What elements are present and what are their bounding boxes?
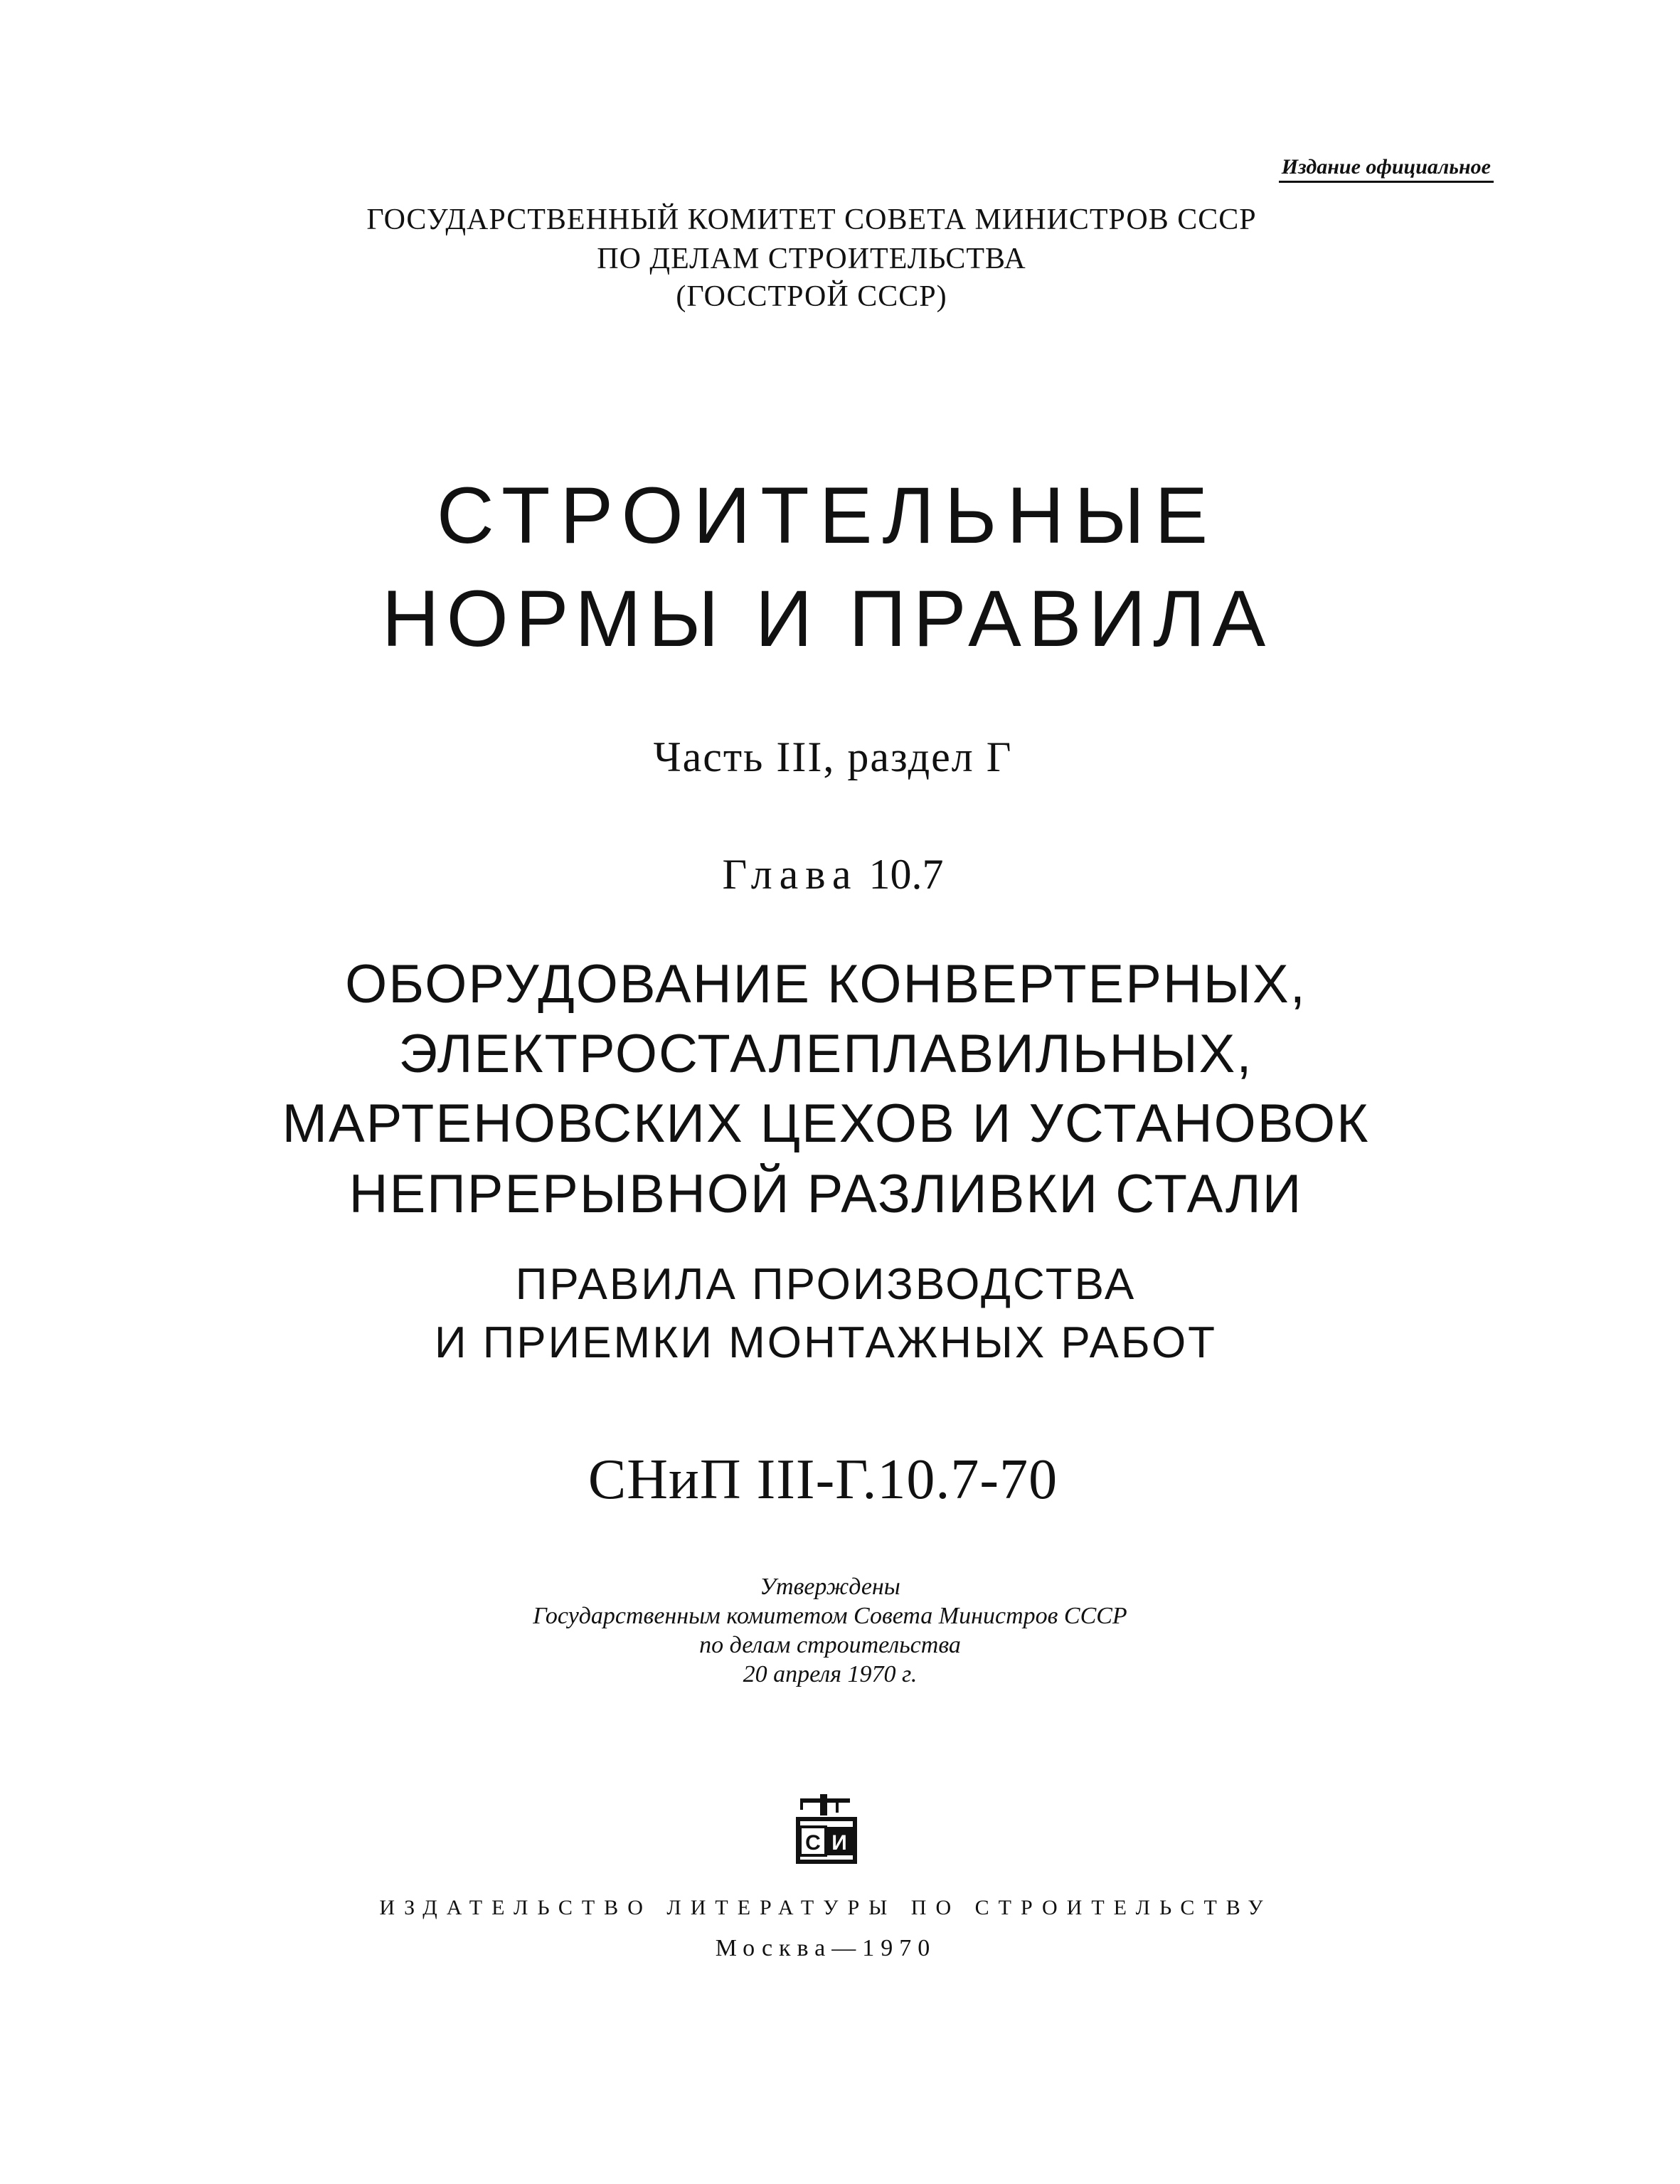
official-edition-label: Издание официальное [1279, 155, 1494, 183]
part-section: Часть III, раздел Г [653, 733, 1013, 780]
publisher-name: ИЗДАТЕЛЬСТВО ЛИТЕРАТУРЫ ПО СТРОИТЕЛЬСТВУ [379, 1896, 1272, 1919]
subject-line-1: ОБОРУДОВАНИЕ КОНВЕРТЕРНЫХ, [345, 954, 1307, 1014]
approval-line-2: Государственным комитетом Совета Министров СССР [533, 1603, 1127, 1629]
subject-line-2: ЭЛЕКТРОСТАЛЕПЛАВИЛЬНЫХ, [398, 1024, 1253, 1084]
committee-line-1: ГОСУДАРСТВЕННЫЙ КОМИТЕТ СОВЕТА МИНИСТРОВ СССР [366, 203, 1257, 236]
svg-text:И: И [831, 1831, 847, 1855]
approval-line-3: по делам строительства [699, 1632, 961, 1658]
chapter-heading [0, 850, 1673, 899]
committee-line-2: ПО ДЕЛАМ СТРОИТЕЛЬСТВА [597, 243, 1026, 275]
rules-line-1: ПРАВИЛА ПРОИЗВОДСТВА [515, 1260, 1137, 1309]
chapter-word: Глава [722, 851, 858, 898]
approval-line-1: Утверждены [760, 1574, 900, 1600]
city-year: Москва—1970 [715, 1935, 937, 1961]
approval-line-4: 20 апреля 1970 г. [743, 1661, 918, 1687]
subject-line-3: МАРТЕНОВСКИХ ЦЕХОВ И УСТАНОВОК [282, 1093, 1370, 1154]
document-title-line-1: СТРОИТЕЛЬНЫЕ [436, 471, 1218, 560]
subject-line-4: НЕПРЕРЫВНОЙ РАЗЛИВКИ СТАЛИ [349, 1164, 1303, 1224]
chapter-number: 10.7 [868, 851, 944, 898]
committee-line-3: (ГОССТРОЙ СССР) [676, 280, 947, 313]
document-title-line-2: НОРМЫ И ПРАВИЛА [381, 574, 1273, 663]
rules-line-2: И ПРИЕМКИ МОНТАЖНЫХ РАБОТ [434, 1318, 1218, 1367]
publisher-logo-icon [786, 1793, 864, 1871]
svg-text:С: С [805, 1831, 821, 1855]
document-code: СНиП III-Г.10.7-70 [588, 1448, 1058, 1511]
